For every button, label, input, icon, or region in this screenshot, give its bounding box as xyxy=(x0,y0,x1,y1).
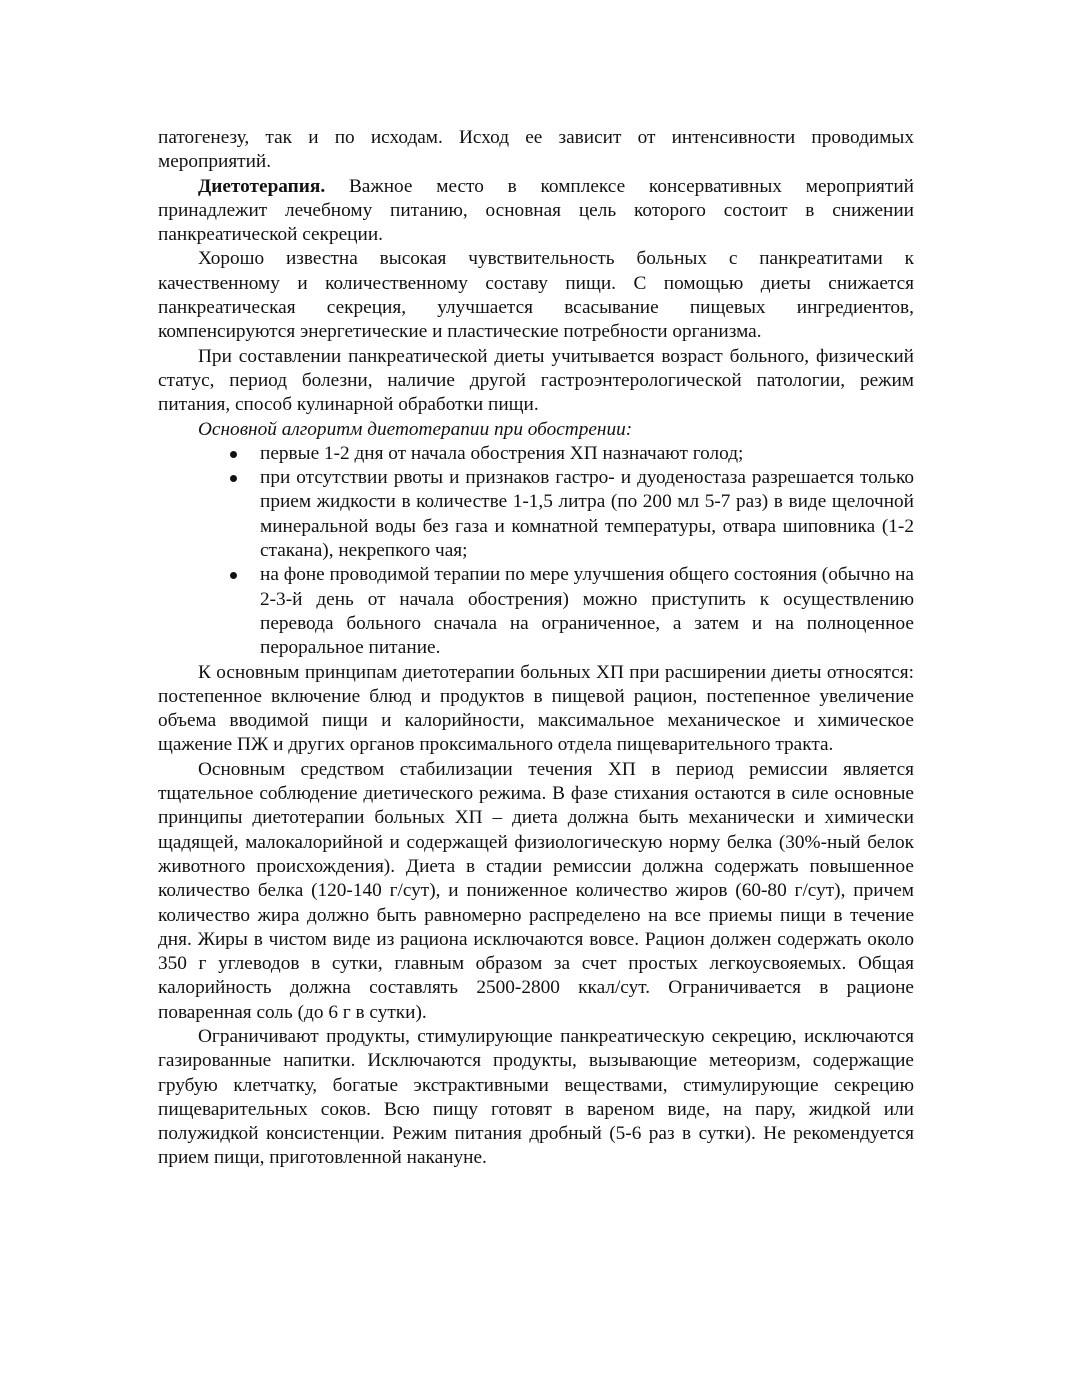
paragraph-continuation: патогенезу, так и по исходам. Исход ее зависит от интенсивности проводимых мероприятий. xyxy=(158,127,914,173)
paragraph-diet-therapy xyxy=(158,175,914,248)
paragraph-diet-therapy-text: Важное место в комплексе консервативных мероприятий принадлежит лечебному питанию, основная цель которого состоит в снижении панкреатической секреции. xyxy=(158,175,914,246)
section-heading-diet-therapy: Диетотерапия. xyxy=(198,175,326,197)
list-item xyxy=(260,442,914,466)
list-item-text: на фоне проводимой терапии по мере улучшения общего состояния (обычно на 2-3-й день от начала обострения) можно приступить к осуществлению перевода больного сначала на ограниченное, а затем и на полноценное пероральное питание. xyxy=(260,564,914,659)
bullet-icon xyxy=(230,451,237,458)
list-item-text: первые 1-2 дня от начала обострения ХП назначают голод; xyxy=(260,442,744,464)
algorithm-list xyxy=(158,442,914,661)
bullet-icon xyxy=(230,475,237,482)
list-item-text: при отсутствии рвоты и признаков гастро- и дуоденостаза разрешается только прием жидкости в количестве 1-1,5 литра (по 200 мл 5-7 раз) в виде щелочной минеральной воды без газа и комнатной температуры, отвара шиповника (1-2 стакана), некрепкого чая; xyxy=(260,467,914,562)
paragraph-restrictions: Ограничивают продукты, стимулирующие панкреатическую секрецию, исключаются газированные напитки. Исключаются продукты, вызывающие метеоризм, содержащие грубую клетчатку, богатые экстрактивными веществами, стимулирующие секрецию пищеварительных соков. Всю пищу готовят в вареном виде, на пару, жидкой или полужидкой консистенции. Режим питания дробный (5-6 раз в сутки). Не рекомендуется прием пищи, приготовленной накануне. xyxy=(158,1025,914,1169)
paragraph-principles: К основным принципам диетотерапии больных ХП при расширении диеты относятся: постепенное включение блюд и продуктов в пищевой рацион, постепенное увеличение объема вводимой пищи и калорийности, максимальное механическое и химическое щажение ПЖ и других органов проксимального отдела пищеварительного тракта. xyxy=(158,661,914,756)
document-page xyxy=(158,126,914,1171)
paragraph-sensitivity: Хорошо известна высокая чувствительность больных с панкреатитами к качественному и количественному составу пищи. С помощью диеты снижается панкреатическая секреция, улучшается всасывание пищевых ингредиентов, компенсируются энергетические и пластические потребности организма. xyxy=(158,248,914,343)
paragraph-remission: Основным средством стабилизации течения ХП в период ремиссии является тщательное соблюдение диетического режима. В фазе стихания остаются в силе основные принципы диетотерапии больных ХП – диета должна быть механически и химически щадящей, малокалорийной и содержащей физиологическую норму белка (30%-ный белок животного происхождения). Диета в стадии ремиссии должна содержать повышенное количество белка (120-140 г/сут), и пониженное количество жиров (60-80 г/сут), причем количество жира должно быть равномерно распределено на все приемы пищи в течение дня. Жиры в чистом виде из рациона исключаются вовсе. Рацион должен содержать около 350 г углеводов в сутки, главным образом за счет простых легкоусвояемых. Общая калорийность должна составлять 2500-2800 ккал/сут. Ограничивается в рационе поваренная соль (до 6 г в сутки). xyxy=(158,758,914,1023)
list-item xyxy=(260,466,914,563)
paragraph-diet-composition: При составлении панкреатической диеты учитывается возраст больного, физический статус, период болезни, наличие другой гастроэнтерологической патологии, режим питания, способ кулинарной обработки пищи. xyxy=(158,345,914,416)
algorithm-heading: Основной алгоритм диетотерапии при обострении: xyxy=(198,418,633,440)
list-item xyxy=(260,563,914,660)
bullet-icon xyxy=(230,572,237,579)
